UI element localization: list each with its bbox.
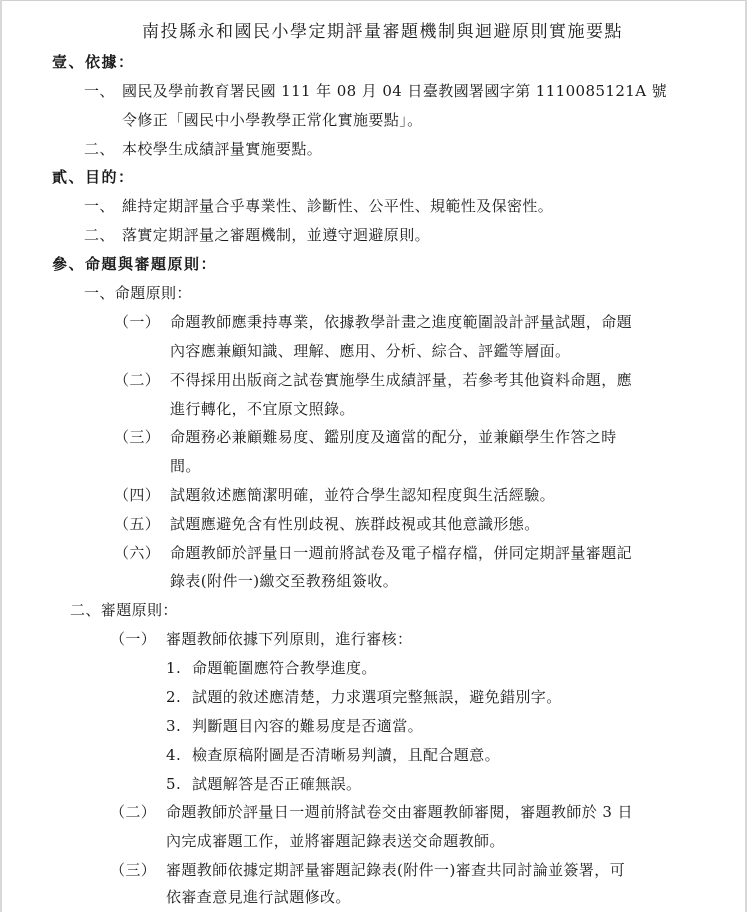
review-criterion-5-text: 試題解答是否正確無誤。 bbox=[192, 775, 362, 793]
subsection-proposition-heading: 一、命題原則： bbox=[84, 284, 192, 302]
review-2-line-2: 內完成審題工作，並將審題記錄表送交命題教師。 bbox=[166, 832, 505, 850]
review-criterion-4-text: 檢查原稿附圖是否清晰易判讀，且配合題意。 bbox=[192, 746, 501, 764]
section-2-item-1-line-1: 維持定期評量合乎專業性、診斷性、公平性、規範性及保密性。 bbox=[122, 197, 554, 215]
subsection-review-heading: 二、審題原則： bbox=[70, 601, 178, 619]
review-3-line-1: 審題教師依據定期評量審題記錄表(附件一)審查共同討論並簽署，可 bbox=[166, 861, 626, 879]
proposition-2-marker: （二） bbox=[114, 371, 161, 389]
review-criterion-5-number: 5. bbox=[166, 775, 182, 793]
proposition-6-line-1: 命題教師於評量日一週前將試卷及電子檔存檔，併同定期評量審題記 bbox=[170, 544, 633, 562]
review-3-marker: （三） bbox=[110, 861, 157, 879]
proposition-1-marker: （一） bbox=[114, 313, 161, 331]
proposition-1-line-2: 內容應兼顧知識、理解、應用、分析、綜合、評鑑等層面。 bbox=[170, 342, 571, 360]
review-criterion-3-text: 判斷題目內容的難易度是否適當。 bbox=[192, 717, 424, 735]
review-criterion-2-text: 試題的敘述應清楚，力求選項完整無誤，避免錯別字。 bbox=[192, 688, 562, 706]
proposition-3-line-1: 命題務必兼顧難易度、鑑別度及適當的配分，並兼顧學生作答之時 bbox=[170, 428, 617, 446]
top-divider bbox=[0, 0, 747, 1]
left-page-edge bbox=[0, 0, 2, 912]
proposition-4-line-1: 試題敘述應簡潔明確，並符合學生認知程度與生活經驗。 bbox=[170, 486, 556, 504]
section-1-heading: 壹、依據： bbox=[52, 53, 135, 71]
review-3-line-2: 依審查意見進行試題修改。 bbox=[166, 888, 351, 906]
document-title: 南投縣永和國民小學定期評量審題機制與迴避原則實施要點 bbox=[142, 22, 623, 42]
section-2-heading: 貳、目的： bbox=[52, 168, 135, 186]
review-1-line-1: 審題教師依據下列原則，進行審核： bbox=[166, 630, 413, 648]
proposition-2-line-2: 進行轉化，不宜原文照錄。 bbox=[170, 400, 355, 418]
proposition-2-line-1: 不得採用出版商之試卷實施學生成績評量，若參考其他資料命題，應 bbox=[170, 371, 633, 389]
proposition-5-marker: （五） bbox=[114, 515, 161, 533]
review-criterion-1-number: 1. bbox=[166, 659, 182, 677]
proposition-3-marker: （三） bbox=[114, 428, 161, 446]
review-criterion-2-number: 2. bbox=[166, 688, 182, 706]
proposition-4-marker: （四） bbox=[114, 486, 161, 504]
review-1-marker: （一） bbox=[110, 630, 157, 648]
review-criterion-1-text: 命題範圍應符合教學進度。 bbox=[192, 659, 377, 677]
section-1-item-2-line-1: 本校學生成績評量實施要點。 bbox=[122, 140, 323, 158]
section-1-item-2-marker: 二、 bbox=[84, 140, 115, 158]
review-2-marker: （二） bbox=[110, 803, 157, 821]
review-2-line-1: 命題教師於評量日一週前將試卷交由審題教師審閱，審題教師於 3 日 bbox=[166, 803, 633, 821]
section-3-heading: 參、命題與審題原則： bbox=[52, 255, 218, 273]
section-1-item-1-line-2: 令修正「國民中小學教學正常化實施要點」。 bbox=[122, 111, 423, 129]
proposition-6-line-2: 錄表(附件一)繳交至教務組簽收。 bbox=[170, 572, 399, 590]
section-1-item-1-marker: 一、 bbox=[84, 82, 115, 100]
section-1-item-1-line-1: 國民及學前教育署民國 111 年 08 月 04 日臺教國署國字第 1110085121A 號 bbox=[122, 82, 668, 100]
section-2-item-2-line-1: 落實定期評量之審題機制，並遵守迴避原則。 bbox=[122, 226, 431, 244]
proposition-5-line-1: 試題應避免含有性別歧視、族群歧視或其他意識形態。 bbox=[170, 515, 540, 533]
section-2-item-1-marker: 一、 bbox=[84, 197, 115, 215]
section-2-item-2-marker: 二、 bbox=[84, 226, 115, 244]
review-criterion-3-number: 3. bbox=[166, 717, 182, 735]
review-criterion-4-number: 4. bbox=[166, 746, 182, 764]
proposition-3-line-2: 間。 bbox=[170, 457, 201, 475]
proposition-6-marker: （六） bbox=[114, 544, 161, 562]
proposition-1-line-1: 命題教師應秉持專業，依據教學計畫之進度範圍設計評量試題，命題 bbox=[170, 313, 633, 331]
